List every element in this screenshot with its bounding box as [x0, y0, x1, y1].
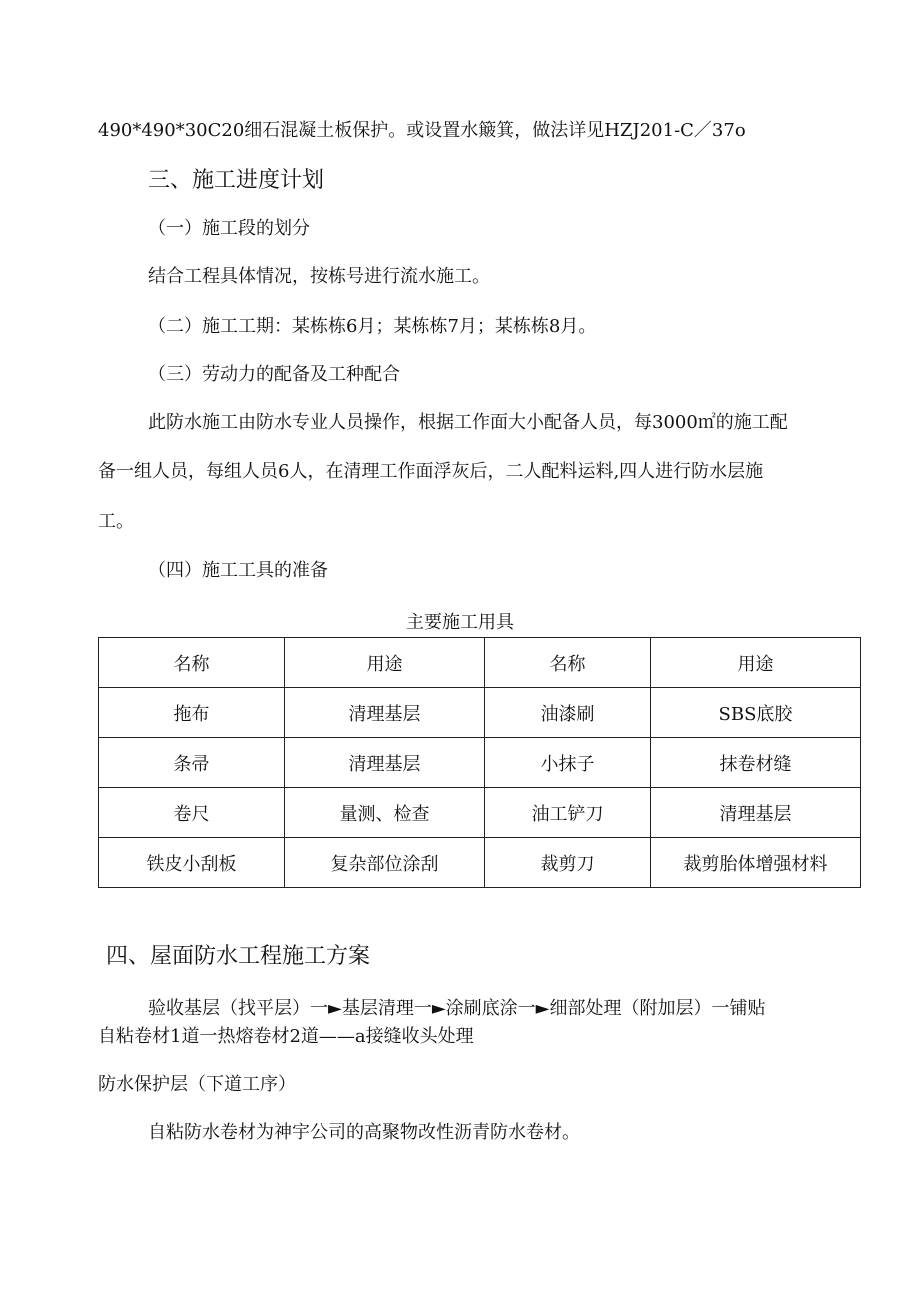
table-cell: 量测、检查: [285, 788, 485, 838]
subheading-2: （二）施工工期：某栋栋6月；某栋栋7月；某栋栋8月。: [148, 316, 597, 337]
section-heading-3: 三、施工进度计划: [148, 168, 325, 193]
table-row: [99, 688, 861, 738]
table-cell: 条帚: [99, 738, 285, 788]
table-cell: 裁剪刀: [485, 838, 651, 888]
labor-paragraph-line-2: 备一组人员，每组人员6人，在清理工作面浮灰后，二人配料运料,四人进行防水层施: [98, 461, 764, 482]
labor-paragraph-line-1: 此防水施工由防水专业人员操作，根据工作面大小配备人员，每3000㎡的施工配: [148, 412, 788, 433]
process-flow-line-2: 自粘卷材1道一热熔卷材2道——a接缝收头处理: [98, 1026, 474, 1047]
final-paragraph: 自粘防水卷材为神宇公司的高聚物改性沥青防水卷材。: [148, 1122, 580, 1143]
text-line-1: 490*490*30C20细石混凝土板保护。或设置水簸箕，做法详见HZJ201-C／37o: [98, 120, 746, 141]
table-caption: 主要施工用具: [406, 612, 514, 633]
table-cell: 铁皮小刮板: [99, 838, 285, 888]
labor-paragraph-line-3: 工。: [98, 511, 134, 532]
tools-table: [98, 637, 861, 888]
table-cell: 拖布: [99, 688, 285, 738]
subheading-3: （三）劳动力的配备及工种配合: [148, 364, 400, 385]
table-row: [99, 738, 861, 788]
subheading-1: （一）施工段的划分: [148, 218, 310, 239]
table-cell: 清理基层: [651, 788, 861, 838]
table-cell: 清理基层: [285, 738, 485, 788]
table-header-cell: 用途: [651, 638, 861, 688]
table-cell: 裁剪胎体增强材料: [651, 838, 861, 888]
table-header-cell: 用途: [285, 638, 485, 688]
table-header-cell: 名称: [99, 638, 285, 688]
table-header-cell: 名称: [485, 638, 651, 688]
table-cell: 复杂部位涂刮: [285, 838, 485, 888]
subheading-4: （四）施工工具的准备: [148, 560, 328, 581]
table-row: [99, 788, 861, 838]
table-cell: 抹卷材缝: [651, 738, 861, 788]
table-header-row: [99, 638, 861, 688]
section-heading-4: 四、屋面防水工程施工方案: [106, 944, 371, 969]
table-cell: 油工铲刀: [485, 788, 651, 838]
table-cell: 卷尺: [99, 788, 285, 838]
process-flow-line-1: 验收基层（找平层）一►基层清理一►涂刷底涂一►细部处理（附加层）一铺贴: [148, 998, 766, 1019]
subheading-1-text: 结合工程具体情况，按栋号进行流水施工。: [148, 266, 490, 287]
process-flow-line-3: 防水保护层（下道工序）: [98, 1074, 296, 1095]
table-cell: SBS底胶: [651, 688, 861, 738]
table-row: [99, 838, 861, 888]
table-cell: 清理基层: [285, 688, 485, 738]
table-cell: 油漆刷: [485, 688, 651, 738]
table-cell: 小抹子: [485, 738, 651, 788]
